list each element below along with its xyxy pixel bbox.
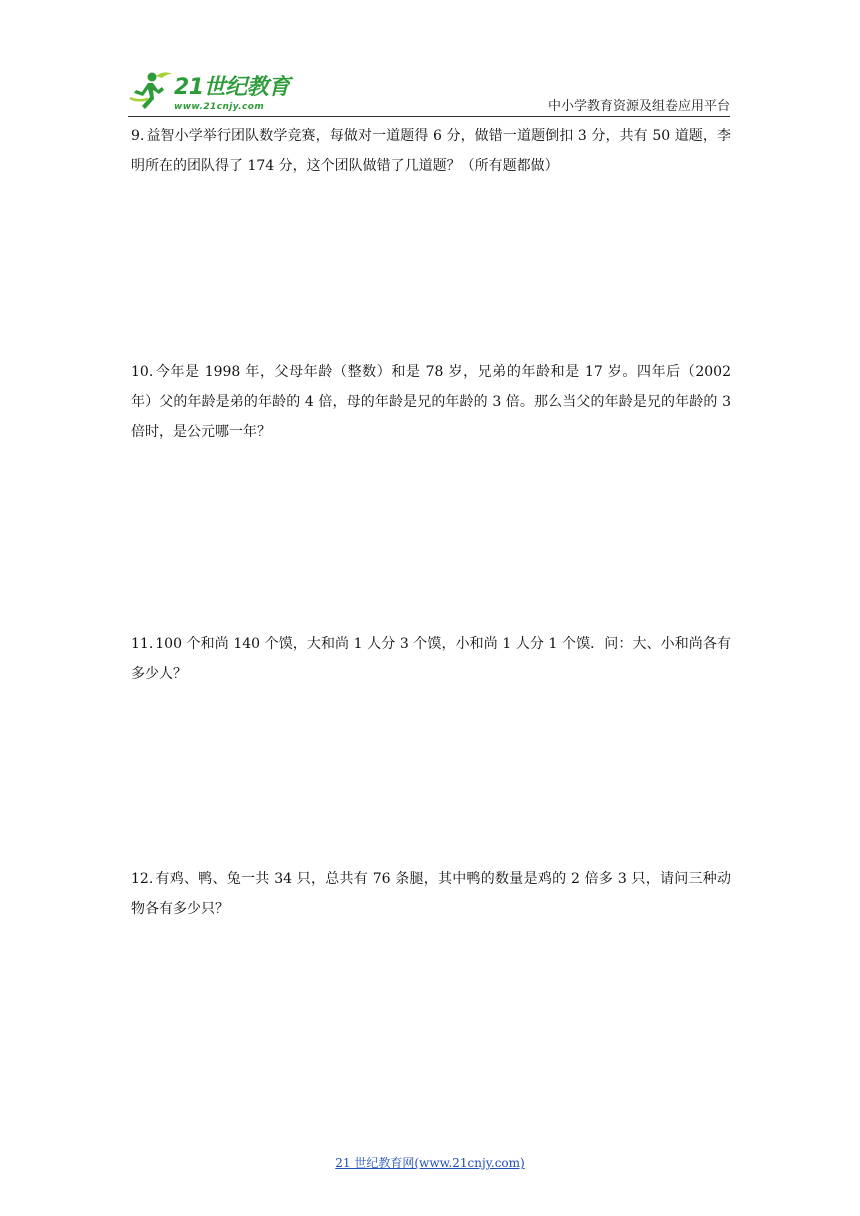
running-figure-logo-icon	[128, 68, 174, 114]
logo-text: 21世纪教育	[174, 75, 290, 100]
question-text: 100 个和尚 140 个馍，大和尚 1 人分 3 个馍，小和尚 1 人分 1 个馍．问：大、小和尚各有多少人？	[131, 636, 731, 682]
question-9	[131, 121, 731, 181]
header-divider	[128, 116, 730, 117]
footer-site-link[interactable]: 21 世纪教育网(www.21cnjy.com)	[335, 1156, 525, 1170]
question-text: 今年是 1998 年，父母年龄（整数）和是 78 岁，兄弟的年龄和是 17 岁。四年后（2002 年）父的年龄是弟的年龄的 4 倍，母的年龄是兄的年龄的 3 倍。那么当父的年龄是兄的年龄的 3 倍时，是公元哪一年？	[131, 364, 731, 440]
question-text: 益智小学举行团队数学竞赛，每做对一道题得 6 分，做错一道题倒扣 3 分，共有 50 道题，李明所在的团队得了 174 分，这个团队做错了几道题？（所有题都做）	[131, 128, 731, 174]
question-number: 11.	[131, 636, 154, 652]
logo-url: www.21cnjy.com	[174, 102, 265, 112]
question-number: 12.	[131, 871, 154, 887]
question-number: 10.	[131, 364, 154, 380]
page-header	[128, 66, 730, 118]
question-number: 9.	[131, 128, 145, 144]
question-12	[131, 864, 731, 924]
site-logo[interactable]	[128, 68, 308, 114]
platform-name: 中小学教育资源及组卷应用平台	[547, 99, 730, 114]
question-10	[131, 357, 731, 447]
question-11	[131, 629, 731, 689]
question-text: 有鸡、鸭、兔一共 34 只，总共有 76 条腿，其中鸭的数量是鸡的 2 倍多 3 只，请问三种动物各有多少只？	[131, 871, 731, 917]
